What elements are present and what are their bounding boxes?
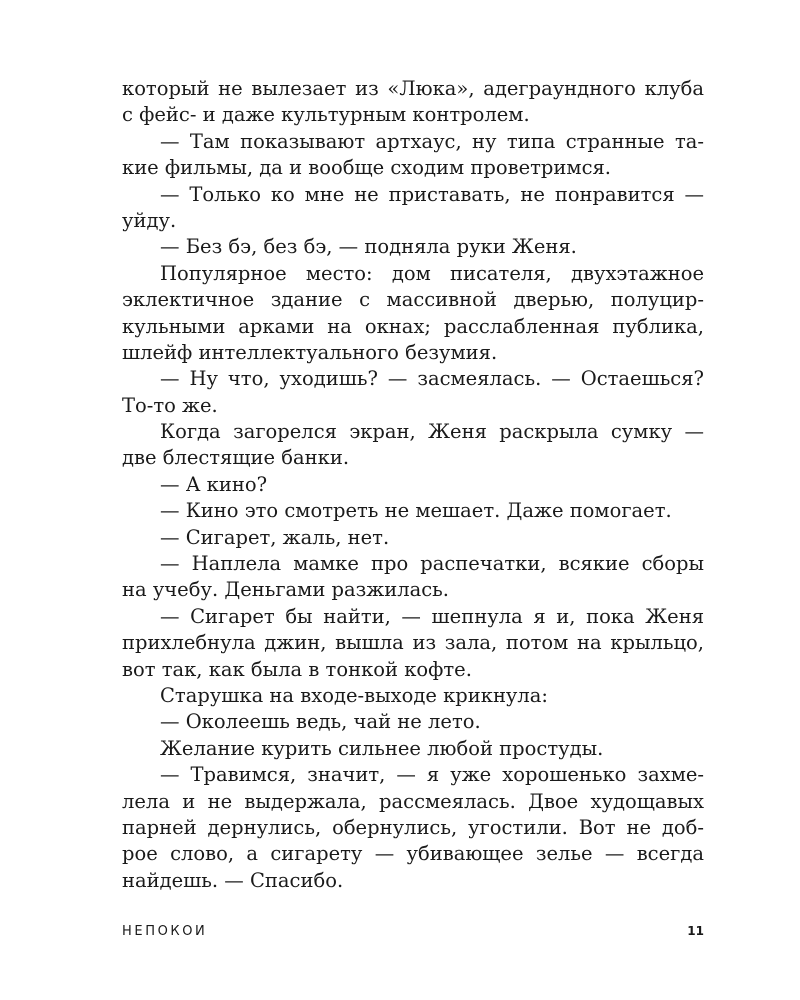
- text-line: — Ну что, уходишь? — засмеялась. — Остаешься?: [160, 367, 704, 391]
- paragraph: [122, 419, 704, 472]
- paragraph: [122, 525, 704, 551]
- text-line: Популярное место: дом писателя, двухэтажное: [160, 261, 704, 285]
- text-line: — Без бэ, без бэ, — подняла руки Женя.: [160, 235, 577, 259]
- text-line: — Околеешь ведь, чай не лето.: [160, 710, 481, 734]
- text-line: — Там показывают артхаус, ну типа странные та-: [160, 129, 704, 153]
- paragraph: [122, 366, 704, 419]
- text-line: прихлебнула джин, вышла из зала, потом на крыльцо,: [122, 631, 704, 655]
- paragraph: [122, 234, 704, 260]
- text-line: Когда загорелся экран, Женя раскрыла сумку —: [160, 420, 704, 444]
- text-line: уйду.: [122, 208, 177, 232]
- paragraph: [122, 683, 704, 709]
- page-footer: [122, 924, 704, 944]
- text-line: рое слово, а сигарету — убивающее зелье — всегда: [122, 842, 704, 866]
- paragraph: [122, 762, 704, 894]
- paragraph: [122, 182, 704, 235]
- paragraph: [122, 76, 704, 129]
- text-line: который не вылезает из «Люка», адеграундного клуба: [122, 77, 704, 100]
- text-line: эклектичное здание с массивной дверью, полуцир-: [122, 288, 704, 312]
- text-line: на учебу. Деньгами разжилась.: [122, 578, 449, 602]
- text-line: Старушка на входе-выходе крикнула:: [160, 683, 548, 707]
- text-line: — Сигарет, жаль, нет.: [160, 525, 390, 549]
- text-line: — Наплела мамке про распечатки, всякие сборы: [160, 552, 704, 576]
- text-line: — Травимся, значит, — я уже хорошенько захме-: [160, 763, 704, 787]
- text-line: — А кино?: [160, 472, 268, 496]
- text-line: — Только ко мне не приставать, не понравится —: [160, 182, 704, 206]
- text-line: парней дернулись, обернулись, угостили. Вот не доб-: [122, 815, 704, 839]
- text-line: лела и не выдержала, рассмеялась. Двое худощавых: [122, 789, 704, 813]
- text-line: с фейс- и даже культурным контролем.: [122, 103, 530, 127]
- page-number: 11: [687, 924, 704, 938]
- text-line: шлейф интеллектуального безумия.: [122, 340, 498, 364]
- text-line: вот так, как была в тонкой кофте.: [122, 657, 472, 681]
- paragraph: [122, 261, 704, 367]
- body-text: [122, 76, 704, 894]
- text-line: найдешь. — Спасибо.: [122, 868, 344, 892]
- text-line: кульными арками на окнах; расслабленная публика,: [122, 314, 704, 338]
- paragraph: [122, 604, 704, 683]
- text-line: То-то же.: [122, 393, 218, 417]
- text-line: — Сигарет бы найти, — шепнула я и, пока Женя: [160, 604, 704, 628]
- paragraph: [122, 709, 704, 735]
- paragraph: [122, 129, 704, 182]
- paragraph: [122, 498, 704, 524]
- paragraph: [122, 551, 704, 604]
- paragraph: [122, 472, 704, 498]
- text-line: две блестящие банки.: [122, 446, 350, 470]
- running-head: НЕПОКОИ: [122, 924, 208, 939]
- text-line: кие фильмы, да и вообще сходим проветримся.: [122, 156, 611, 180]
- text-line: Желание курить сильнее любой простуды.: [160, 736, 604, 760]
- paragraph: [122, 736, 704, 762]
- text-line: — Кино это смотреть не мешает. Даже помогает.: [160, 499, 672, 523]
